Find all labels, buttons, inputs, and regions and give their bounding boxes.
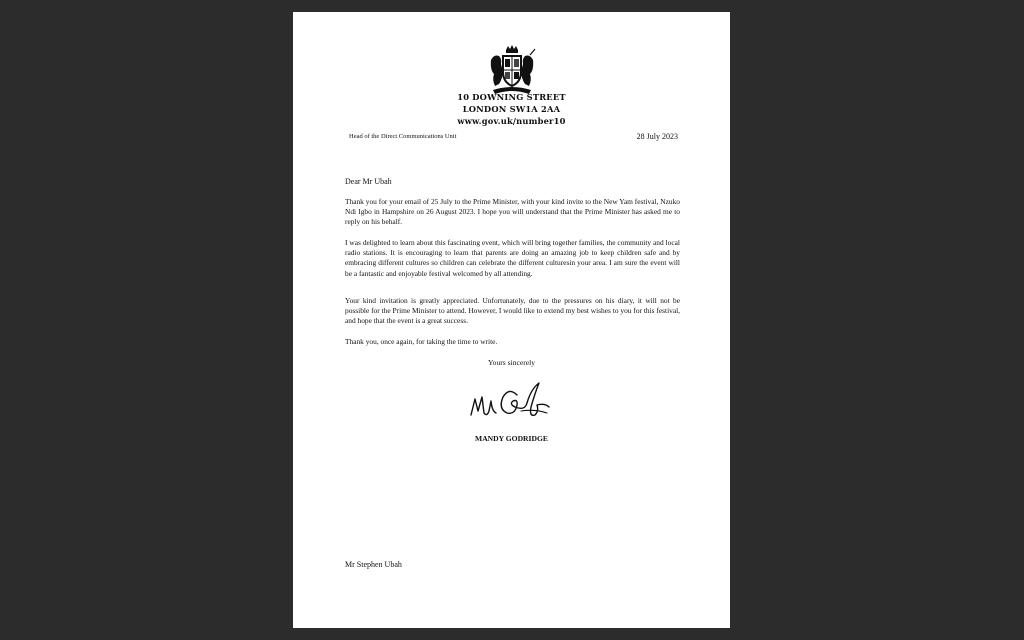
recipient-name: Mr Stephen Ubah: [345, 560, 402, 569]
royal-coat-of-arms-icon: [485, 44, 539, 96]
letter-paragraph: Thank you, once again, for taking the time to write.: [345, 337, 498, 346]
letterhead-website: www.gov.uk/number10: [457, 116, 566, 126]
letter-paragraph: Thank you for your email of 25 July to the Prime Minister, with your kind invite to the New Yam festival, Nzuko Ndi Igbo in Hampshire on 26 August 2023. I hope you will understand that the Prime Minister has asked me to reply on his behalf.: [345, 197, 680, 227]
address-line-city: LONDON SW1A 2AA: [462, 104, 561, 114]
closing: Yours sincerely: [487, 358, 536, 367]
address-line-street: 10 DOWNING STREET: [457, 92, 566, 102]
letter-page: [293, 12, 730, 628]
letter-paragraph: Your kind invitation is greatly appreciated. Unfortunately, due to the pressures on his diary, it will not be possible for the Prime Minister to attend. However, I would like to extend my best wishes to you for this festival, and hope that the event is a great success.: [345, 296, 680, 326]
letter-paragraph: I was delighted to learn about this fascinating event, which will bring together families, the community and local radio stations. It is encouraging to learn that parents are doing an amazing job to keep children safe and by embracing different cultures so children can celebrate the different culturesin your area. I am sure the event will be a fantastic and enjoyable festival welcomed by all attending.: [345, 238, 680, 278]
letter-date: 28 July 2023: [636, 132, 678, 141]
letterhead-address: [293, 91, 730, 127]
signature-icon: [465, 377, 565, 425]
sender-role: Head of the Direct Communications Unit: [349, 133, 457, 140]
signatory-name: MANDY GODRIDGE: [475, 434, 548, 443]
salutation: Dear Mr Ubah: [345, 177, 392, 186]
